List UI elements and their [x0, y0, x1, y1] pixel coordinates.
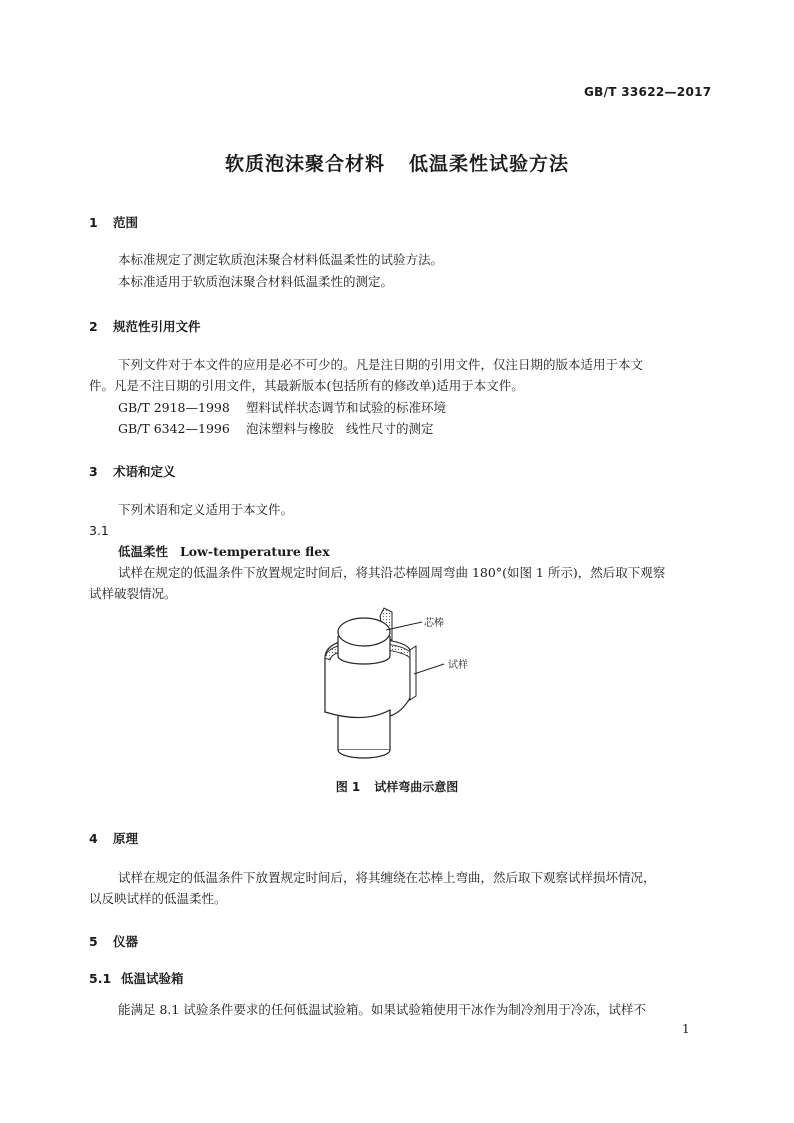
section-number: 4 — [89, 831, 98, 846]
reference-code: GB/T 2918—1998 — [118, 400, 230, 415]
figure-caption-text: 试样弯曲示意图 — [374, 780, 459, 794]
term-english: Low-temperature flex — [180, 544, 330, 559]
subsection-number: 3.1 — [89, 523, 109, 538]
standard-number: GB/T 33622—2017 — [584, 85, 712, 99]
section-title: 术语和定义 — [113, 464, 176, 479]
section-title: 仪器 — [113, 934, 139, 949]
title-part2: 低温柔性试验方法 — [409, 153, 570, 175]
subsection-number: 5.1 — [89, 971, 112, 986]
section-number: 3 — [89, 464, 98, 479]
subsection-5-1-heading — [89, 969, 184, 987]
reference-title: 塑料试样状态调节和试验的标准环境 — [246, 400, 447, 415]
normative-reference — [118, 398, 446, 418]
section-number: 5 — [89, 934, 98, 949]
reference-code: GB/T 6342—1996 — [118, 421, 230, 436]
figure-1-bending-diagram — [310, 600, 510, 770]
definition-line: 试样破裂情况。 — [89, 586, 177, 601]
paragraph-line: 件。凡是不注日期的引用文件，其最新版本(包括所有的修改单)适用于本文件。 — [89, 378, 524, 393]
paragraph-line: 以反映试样的低温柔性。 — [89, 891, 227, 906]
section-3-heading — [89, 462, 176, 480]
section-title: 原理 — [113, 831, 139, 846]
normative-reference — [118, 419, 434, 439]
definition-line: 试样在规定的低温条件下放置规定时间后，将其沿芯棒圆周弯曲 180°(如图 1 所示)，然后取下观察 — [118, 565, 666, 580]
paragraph: 下列术语和定义适用于本文件。 — [118, 502, 294, 517]
paragraph-line: 试样在规定的低温条件下放置规定时间后，将其缠绕在芯棒上弯曲，然后取下观察试样损坏情况， — [118, 870, 656, 885]
section-1-heading — [89, 213, 138, 231]
section-5-heading — [89, 932, 138, 950]
section-number: 1 — [89, 215, 98, 230]
figure-number: 图 1 — [335, 780, 361, 794]
reference-title: 泡沫塑料与橡胶 线性尺寸的测定 — [246, 421, 434, 436]
paragraph: 能满足 8.1 试验条件要求的任何低温试验箱。如果试验箱使用干冰作为制冷剂用于冷冻，试样不 — [118, 1002, 646, 1017]
paragraph: 本标准规定了测定软质泡沫聚合材料低温柔性的试验方法。 — [118, 252, 444, 267]
specimen-leader-line — [414, 664, 444, 674]
page-number: 1 — [682, 1022, 690, 1036]
section-2-heading — [89, 317, 201, 335]
bending-illustration — [310, 600, 510, 770]
paragraph-line: 下列文件对于本文件的应用是必不可少的。凡是注日期的引用文件，仅注日期的版本适用于本文 — [118, 357, 644, 372]
mandrel-top — [338, 618, 390, 664]
label-specimen: 试样 — [448, 660, 468, 671]
section-title: 范围 — [113, 215, 139, 230]
term-entry — [118, 542, 330, 562]
section-4-heading — [89, 829, 138, 847]
label-mandrel: 芯棒 — [424, 618, 444, 629]
term-chinese: 低温柔性 — [118, 544, 169, 559]
title-part1: 软质泡沫聚合材料 — [224, 153, 385, 175]
figure-caption — [0, 778, 794, 795]
document-title — [0, 149, 794, 176]
section-title: 规范性引用文件 — [113, 319, 201, 334]
paragraph: 本标准适用于软质泡沫聚合材料低温柔性的测定。 — [118, 274, 394, 289]
subsection-title: 低温试验箱 — [121, 971, 184, 986]
section-number: 2 — [89, 319, 98, 334]
